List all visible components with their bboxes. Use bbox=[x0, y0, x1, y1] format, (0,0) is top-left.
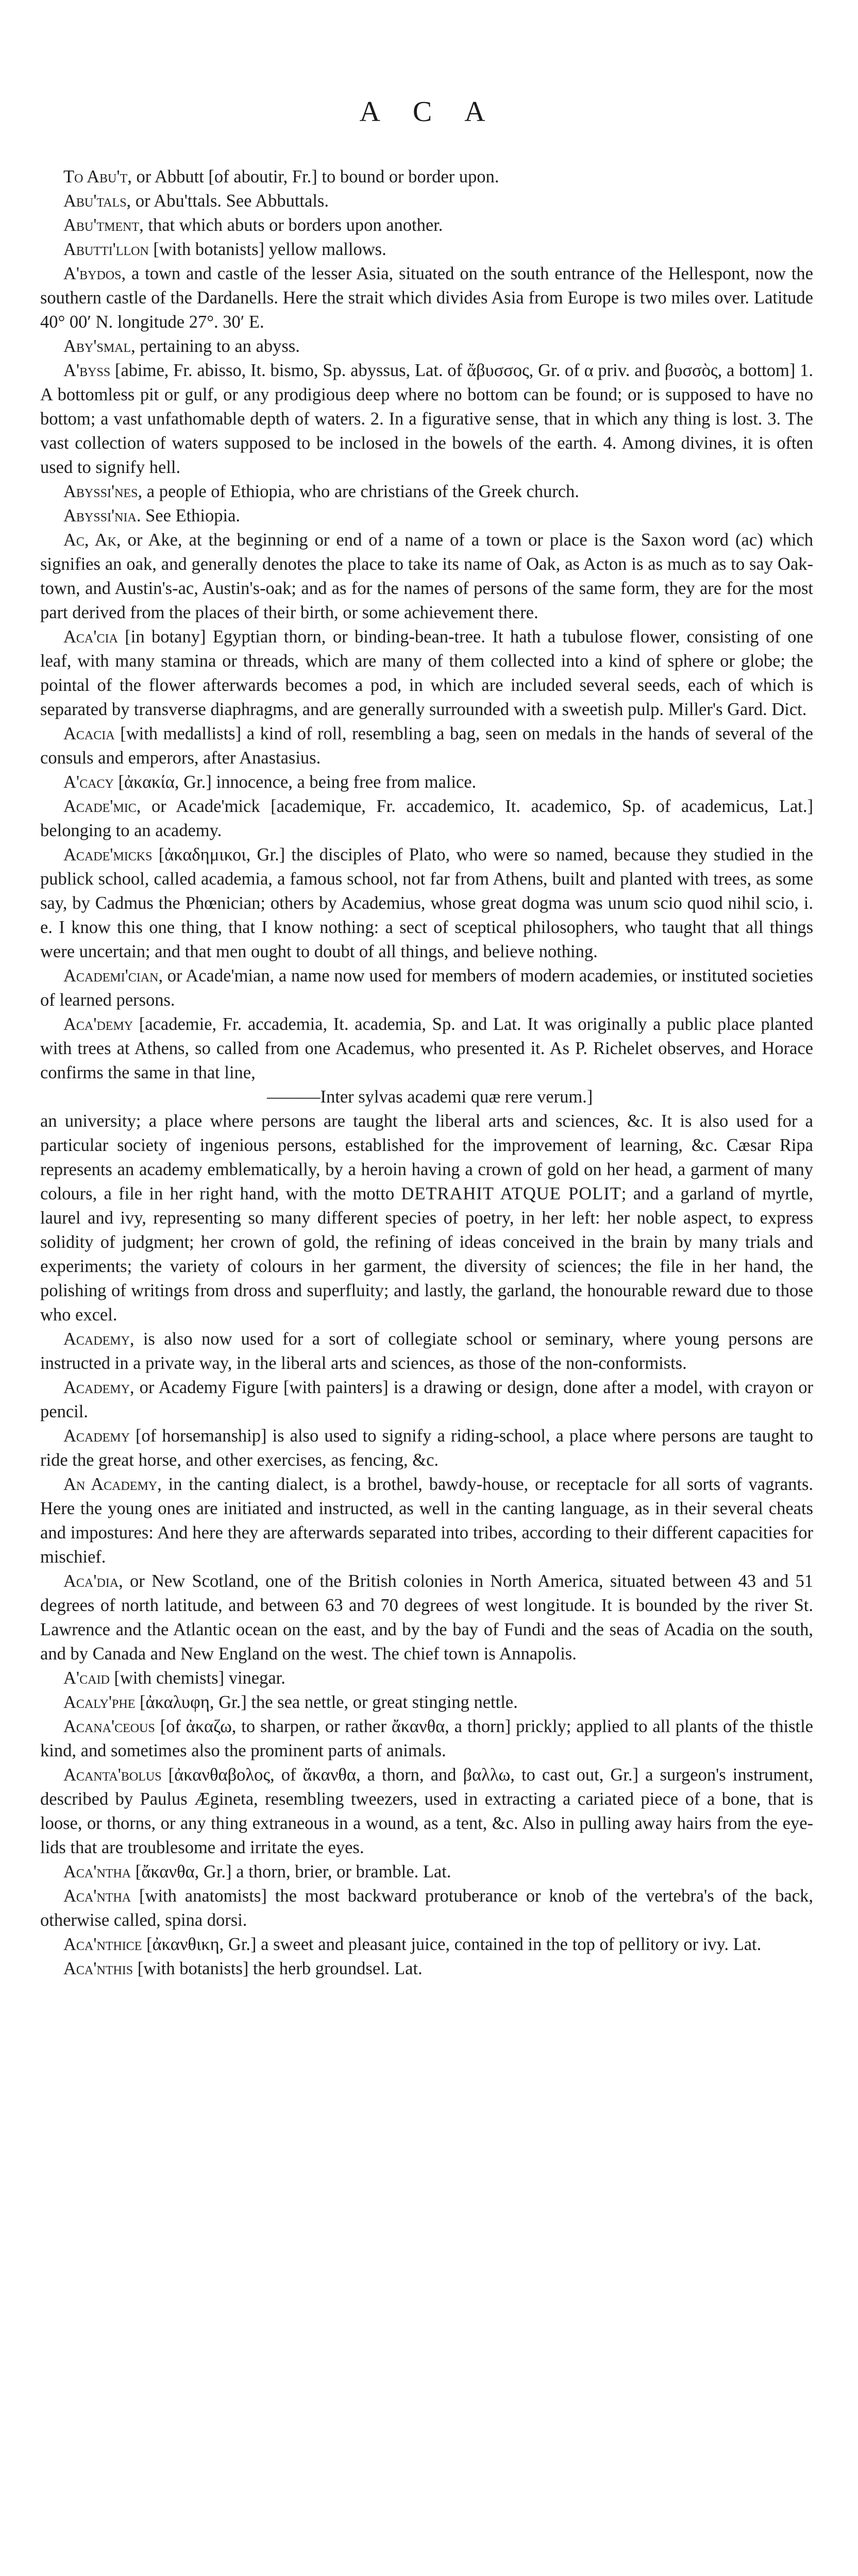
definition-text: [with anatomists] the most backward protuberance or knob of the vertebra's of the back, otherwise called, spina dorsi. bbox=[40, 1886, 813, 1930]
definition-text: or Academy Figure [with painters] is a drawing or design, done after a model, with crayon or pencil. bbox=[40, 1378, 813, 1421]
dictionary-entry bbox=[40, 1666, 813, 1690]
dictionary-entry bbox=[40, 794, 813, 843]
definition-text: ; and a garland of myrtle, laurel and ivy, representing so many different species of poetry, in her left: her noble aspect, to express solidity of judgment; her crown of gold, the refining of ideas conceived in the brain by many trials and experiments; the variety of colours in her garment, the diversity of sciences; the file in her hand, the polishing of writings from dross and superfluity; and lastly, the garland, the honourable reward due to those who excel. bbox=[40, 1184, 813, 1325]
dictionary-entry bbox=[40, 964, 813, 1012]
headword: Acacia bbox=[63, 724, 115, 743]
headword: Abu'tment, bbox=[63, 215, 144, 235]
entries-column bbox=[40, 165, 813, 1981]
headword: Abu'tals, bbox=[63, 191, 131, 211]
definition-text: [ἀκαδημικοι, Gr.] the disciples of Plato, who were so named, because they studied in the publick school, called academia, a famous school, not far from Athens, built and planted with trees, as some say, by Cadmus the Phœnician; others by Academius, whose great dogma was unum scio quod nihil scio, i. e. I know this one thing, that I know nothing: a sect of sceptical philosophers, who taught that all things were uncertain; and that men ought to doubt of all things, and believe nothing. bbox=[40, 845, 813, 961]
headword: A'cacy bbox=[63, 772, 114, 792]
headword: Academy, bbox=[63, 1378, 134, 1397]
headword: A'caid bbox=[63, 1668, 110, 1688]
headword: Abyssi'nia. bbox=[63, 506, 141, 526]
definition-text: [with chemists] vinegar. bbox=[109, 1668, 285, 1688]
headword: Acaly'phe bbox=[63, 1692, 136, 1712]
dictionary-entry bbox=[40, 334, 813, 359]
dictionary-entry bbox=[40, 1569, 813, 1666]
dictionary-entry bbox=[40, 213, 813, 238]
page-title: A C A bbox=[359, 96, 499, 128]
dictionary-entry bbox=[40, 1763, 813, 1860]
dictionary-entry bbox=[40, 1012, 813, 1085]
headword: An Academy, bbox=[63, 1475, 162, 1494]
headword: Academi'cian, bbox=[63, 966, 163, 986]
definition-text: See Ethiopia. bbox=[141, 506, 241, 526]
definition-text: [ἄκανθα, Gr.] a thorn, brier, or bramble. Lat. bbox=[131, 1862, 451, 1882]
definition-text: or Abbutt [of aboutir, Fr.] to bound or border upon. bbox=[131, 167, 499, 187]
dictionary-entry bbox=[40, 504, 813, 528]
definition-text: [ἀκακία, Gr.] innocence, a being free from malice. bbox=[113, 772, 477, 792]
definition-text: [of ἀκαζω, to sharpen, or rather ἄκανθα, a thorn] prickly; applied to all plants of the thistle kind, and sometimes also the prominent parts of animals. bbox=[40, 1717, 813, 1760]
definition-text: [with medallists] a kind of roll, resembling a bag, seen on medals in the hands of several of the consuls and emperors, after Anastasius. bbox=[40, 724, 813, 768]
headword: Acade'mic, bbox=[63, 796, 141, 816]
headword: Aby'smal, bbox=[63, 336, 136, 356]
definition-text: [ἀκανθικη, Gr.] a sweet and pleasant juice, contained in the top of pellitory or ivy. Lat. bbox=[142, 1935, 762, 1954]
verse-quote: ———Inter sylvas academi quæ rere verum.] bbox=[267, 1087, 593, 1107]
headword: Academy, bbox=[63, 1329, 134, 1349]
dictionary-entry bbox=[40, 1327, 813, 1376]
headword: Aca'cia bbox=[63, 627, 118, 647]
definition-text: an university; a place where persons are taught the liberal arts and sciences, &c. It is also used for a particular society of ingenious persons, established for the improvement of learning, &c. Cæsar Ripa represents an academy emblematically, by a heroin having a crown of gold on her head, a garment of many colours, a file in her right hand, with the motto bbox=[40, 1111, 813, 1204]
dictionary-entry bbox=[40, 1884, 813, 1933]
headword: Ac, Ak, bbox=[63, 530, 121, 550]
headword: Abyssi'nes, bbox=[63, 482, 143, 501]
definition-text: [academie, Fr. accademia, It. academia, Sp. and Lat. It was originally a public place planted with trees at Athens, so called from one Academus, who presented it. As P. Richelet observes, and Horace confirms the same in that line, bbox=[40, 1014, 813, 1082]
headword: A'bydos, bbox=[63, 264, 126, 283]
dictionary-entry bbox=[40, 1376, 813, 1424]
headword: Aca'nthice bbox=[63, 1935, 142, 1954]
dictionary-entry bbox=[40, 722, 813, 770]
definition-text: or Acade'mian, a name now used for members of modern academies, or instituted societies of learned persons. bbox=[40, 966, 813, 1010]
headword: Aca'demy bbox=[63, 1014, 133, 1034]
dictionary-entry bbox=[40, 770, 813, 794]
definition-text: [with botanists] the herb groundsel. Lat. bbox=[133, 1959, 423, 1978]
definition-text: [abime, Fr. abisso, It. bismo, Sp. abyssus, Lat. of ἄβυσσος, Gr. of α priv. and βυσσὸς, a bottom] 1. A bottomless pit or gulf, or any prodigious deep where no bottom can be found; or is supposed to have no bottom; a vast unfathomable depth of waters. 2. In a figurative sense, that in which any thing is lost. 3. The vast collection of waters supposed to be inclosed in the bowels of the earth. 4. Among divines, it is often used to signify hell. bbox=[40, 361, 813, 477]
dictionary-entry bbox=[40, 843, 813, 964]
definition-text: pertaining to an abyss. bbox=[135, 336, 300, 356]
dictionary-entry bbox=[40, 359, 813, 480]
headword: A'byss bbox=[63, 361, 111, 380]
definition-text: is also now used for a sort of collegiate school or seminary, where young persons are instructed in a private way, in the liberal arts and sciences, as those of the non-conformists. bbox=[40, 1329, 813, 1373]
definition-text: a people of Ethiopia, who are christians of the Greek church. bbox=[142, 482, 579, 501]
definition-text: or New Scotland, one of the British colonies in North America, situated between 43 and 51 degrees of north latitude, and between 63 and 70 degrees of west longitude. It is bounded by the river St. Lawrence and the Atlantic ocean on the east, and by the bay of Fundi and the seas of Acadia on the south, and by Canada and New England on the west. The chief town is Annapolis. bbox=[40, 1571, 813, 1664]
headword: Abutti'llon bbox=[63, 240, 149, 259]
dictionary-entry bbox=[40, 238, 813, 262]
headword: To Abu't, bbox=[63, 167, 132, 187]
entry-continuation bbox=[40, 1109, 813, 1327]
definition-text: [of horsemanship] is also used to signify a riding-school, a place where persons are taught to ride the great horse, and other exercises, as fencing, &c. bbox=[40, 1426, 813, 1470]
dictionary-entry bbox=[40, 625, 813, 722]
headword: Aca'dia, bbox=[63, 1571, 123, 1591]
definition-text: [in botany] Egyptian thorn, or binding-bean-tree. It hath a tubulose flower, consisting of one leaf, with many stamina or threads, which are many of them collected into a kind of sphere or globe; the pointal of the flower afterwards becomes a pod, in which are included several seeds, each of which is separated by transverse diaphragms, and are generally surrounded with a sweetish pulp. Miller's Gard. Dict. bbox=[40, 627, 813, 719]
headword: Acana'ceous bbox=[63, 1717, 155, 1736]
headword: Aca'ntha bbox=[63, 1886, 131, 1906]
headword: Acade'micks bbox=[63, 845, 153, 865]
dictionary-entry bbox=[40, 1424, 813, 1472]
definition-text: that which abuts or borders upon another. bbox=[143, 215, 443, 235]
motto-inscription: DETRAHIT ATQUE POLIT bbox=[401, 1184, 621, 1204]
dictionary-entry bbox=[40, 1860, 813, 1884]
dictionary-entry bbox=[40, 1933, 813, 1957]
dictionary-entry bbox=[40, 1472, 813, 1569]
dictionary-entry bbox=[40, 189, 813, 213]
definition-text: [with botanists] yellow mallows. bbox=[148, 240, 386, 259]
definition-text: in the canting dialect, is a brothel, bawdy-house, or receptacle for all sorts of vagrants. Here the young ones are initiated and instructed, as well in the canting language, as in their several cheats and impostures: And here they are afterwards separated into tribes, according to their different capacities for mischief. bbox=[40, 1475, 814, 1567]
dictionary-entry bbox=[40, 480, 813, 504]
dictionary-entry bbox=[40, 165, 813, 189]
definition-text: or Ake, at the beginning or end of a name of a town or place is the Saxon word (ac) which signifies an oak, and generally denotes the place to take its name of Oak, as Acton is as much as to say Oak-town, and Austin's-ac, Austin's-oak; and as for the names of persons of the same form, they are for the most part derived from the places of their birth, or some achievement there. bbox=[40, 530, 813, 622]
dictionary-entry bbox=[40, 1690, 813, 1715]
dictionary-entry bbox=[40, 1957, 813, 1981]
definition-text: [ἀκανθαβολος, of ἄκανθα, a thorn, and βαλλω, to cast out, Gr.] a surgeon's instrument, described by Paulus Ægineta, resembling tweezers, used in extracting a cariated piece of a bone, that is loose, or thorns, or any thing extraneous in a wound, as a tent, &c. Also in pulling away hairs from the eye-lids that are troublesome and irritate the eyes. bbox=[40, 1765, 813, 1857]
definition-text: [ἀκαλυφη, Gr.] the sea nettle, or great stinging nettle. bbox=[135, 1692, 518, 1712]
dictionary-entry bbox=[40, 262, 813, 334]
definition-text: or Abu'ttals. See Abbuttals. bbox=[131, 191, 329, 211]
headword: Aca'nthis bbox=[63, 1959, 133, 1978]
definition-text: or Acade'mick [academique, Fr. accademico, It. academico, Sp. of academicus, Lat.] belonging to an academy. bbox=[40, 796, 813, 840]
dictionary-entry bbox=[40, 1715, 813, 1763]
headword: Aca'ntha bbox=[63, 1862, 131, 1882]
dictionary-entry bbox=[40, 528, 813, 625]
headword: Acanta'bolus bbox=[63, 1765, 162, 1785]
definition-text: a town and castle of the lesser Asia, situated on the south entrance of the Hellespont, now the southern castle of the Dardanells. Here the strait which divides Asia from Europe is two miles over. Latitude 40° 00′ N. longitude 27°. 30′ E. bbox=[40, 264, 813, 332]
headword: Academy bbox=[63, 1426, 130, 1446]
